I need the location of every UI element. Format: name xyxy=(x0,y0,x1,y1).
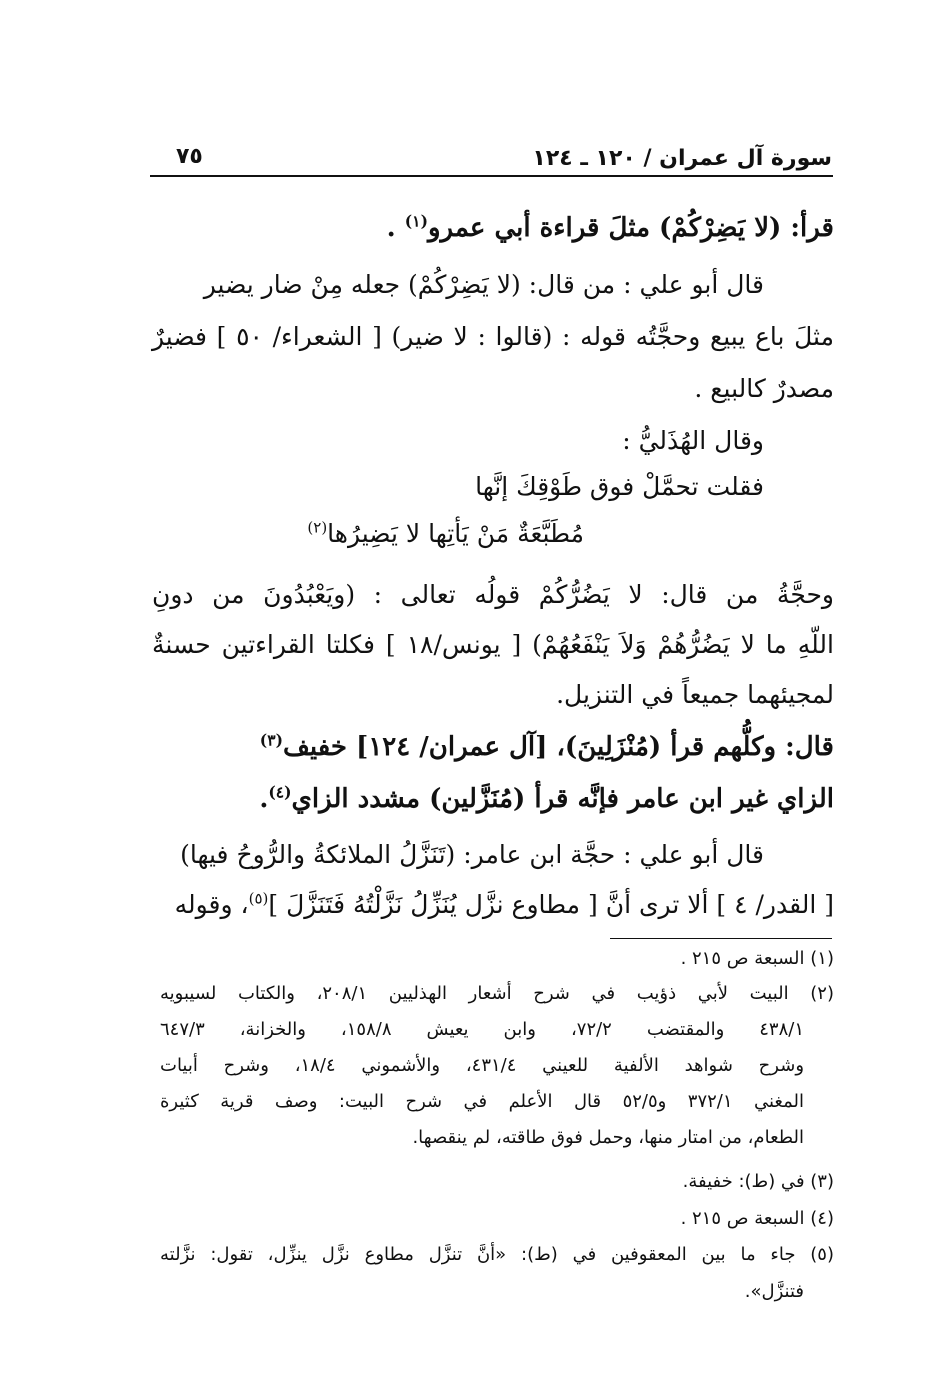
poem-verse-1: فقلت تحمَّلْ فوق طَوْقِكَ إنَّها xyxy=(475,472,764,501)
running-title: سورة آل عمران / ١٢٠ ـ ١٢٤ xyxy=(532,146,832,171)
footnote-2-line-3: وشرح شواهد الألفية للعيني ٤٣١/٤، والأشموني ١٨/٤، وشرح أبيات xyxy=(160,1055,805,1076)
footnote-2-line-5: الطعام، من امتار منها، وحمل فوق طاقته، لم ينقصها. xyxy=(412,1127,804,1148)
footnote-2-line-2: ٤٣٨/١ والمقتضب ٧٢/٢، وابن يعيش ١٥٨/٨، والخزانة، ٦٤٧/٣ xyxy=(160,1019,805,1040)
body-line-12-end: . xyxy=(259,784,269,814)
footnote-5-line-1: (٥) جاء ما بين المعقوفين في (ط): «أنَّ تنزَّل مطاوع نزَّل ينزِّل، تقول: نزَّلته xyxy=(160,1244,834,1265)
body-line-11-text: قال: وكلُّهم قرأ (مُنْزَلِينَ)، [آل عمران/ ١٢٤] خفيف xyxy=(282,732,834,762)
footnote-ref-3[interactable]: (٣) xyxy=(259,730,283,750)
body-line-1 xyxy=(386,211,834,243)
body-line-11 xyxy=(259,730,834,762)
body-line-4: مصدرٌ كالبيع . xyxy=(694,374,834,403)
body-line-8: وحجَّةُ من قال: لا يَضُرُّكُمْ قولُه تعالى : (ويَعْبُدُونَ من دونِ xyxy=(152,580,834,609)
header-rule xyxy=(150,175,833,177)
poem-verse-2 xyxy=(307,518,584,548)
footnote-3: (٣) في (ط): خفيفة. xyxy=(682,1171,834,1192)
poem-intro: وقال الهُذَليُّ : xyxy=(622,426,764,455)
body-line-1-text: قرأ: (لا يَضِرْكُمْ) مثلَ قراءة أبي عمرو xyxy=(427,213,834,243)
footnote-5-line-2: فتنزَّل». xyxy=(744,1281,804,1302)
body-line-3: مثلَ باع يبيع وحجَّتُه قوله : (قالوا : لا ضير) [ الشعراء/ ٥٠ ] فضيرٌ xyxy=(152,322,834,351)
page-number: ٧٥ xyxy=(176,144,203,169)
page-header xyxy=(152,140,832,176)
footnote-ref-5[interactable]: (٥) xyxy=(248,889,269,908)
footnote-ref-1[interactable]: (١) xyxy=(404,211,428,231)
footnote-2-line-4: المغني ٣٧٢/١ و٥٢/٥ قال الأعلم في شرح البيت: وصف قرية كثيرة xyxy=(160,1091,804,1112)
body-line-2: قال أبو علي : من قال: (لا يَضِرْكُمْ) جعله مِنْ ضار يضير xyxy=(203,270,764,299)
body-line-9: اللّهِ ما لا يَضُرُّهُمْ وَلاَ يَنْفَعُهُمْ) [ يونس/١٨ ] فكلتا القراءتين حسنةٌ xyxy=(152,630,834,659)
footnote-1: (١) السبعة ص ٢١٥ . xyxy=(680,948,834,969)
body-line-1-end: . xyxy=(386,213,405,243)
body-line-12 xyxy=(259,782,834,814)
body-line-14-text: [ القدر/ ٤ ] ألا ترى أنَّ [ مطاوع نزَّل يُنَزِّلُ نَزَّلْتُهُ فَتَنَزَّلَ ] xyxy=(268,890,834,919)
footnote-ref-2[interactable]: (٢) xyxy=(307,518,328,537)
footnote-4: (٤) السبعة ص ٢١٥ . xyxy=(680,1208,834,1229)
body-line-13: قال أبو علي : حجَّة ابن عامر: (تَنَزَّلُ الملائكةُ والرُّوحُ فيها) xyxy=(180,840,764,869)
footnote-separator xyxy=(610,938,832,939)
footnote-2-line-1: (٢) البيت لأبي ذؤيب في شرح أشعار الهذليين ٢٠٨/١، والكتاب لسيبويه xyxy=(160,983,834,1004)
body-line-14-end: ، وقوله xyxy=(174,890,249,919)
poem-verse-2-text: مُطَبَّعَةٌ مَنْ يَأتِها لا يَضِيرُها xyxy=(327,519,584,548)
body-line-12-text: الزاي غير ابن عامر فإنَّه قرأ (مُنَزَّلين) مشدد الزاي xyxy=(291,784,834,814)
footnote-ref-4[interactable]: (٤) xyxy=(268,782,292,802)
body-line-14 xyxy=(174,889,834,919)
body-line-10: لمجيئهما جميعاً في التنزيل. xyxy=(556,680,834,709)
